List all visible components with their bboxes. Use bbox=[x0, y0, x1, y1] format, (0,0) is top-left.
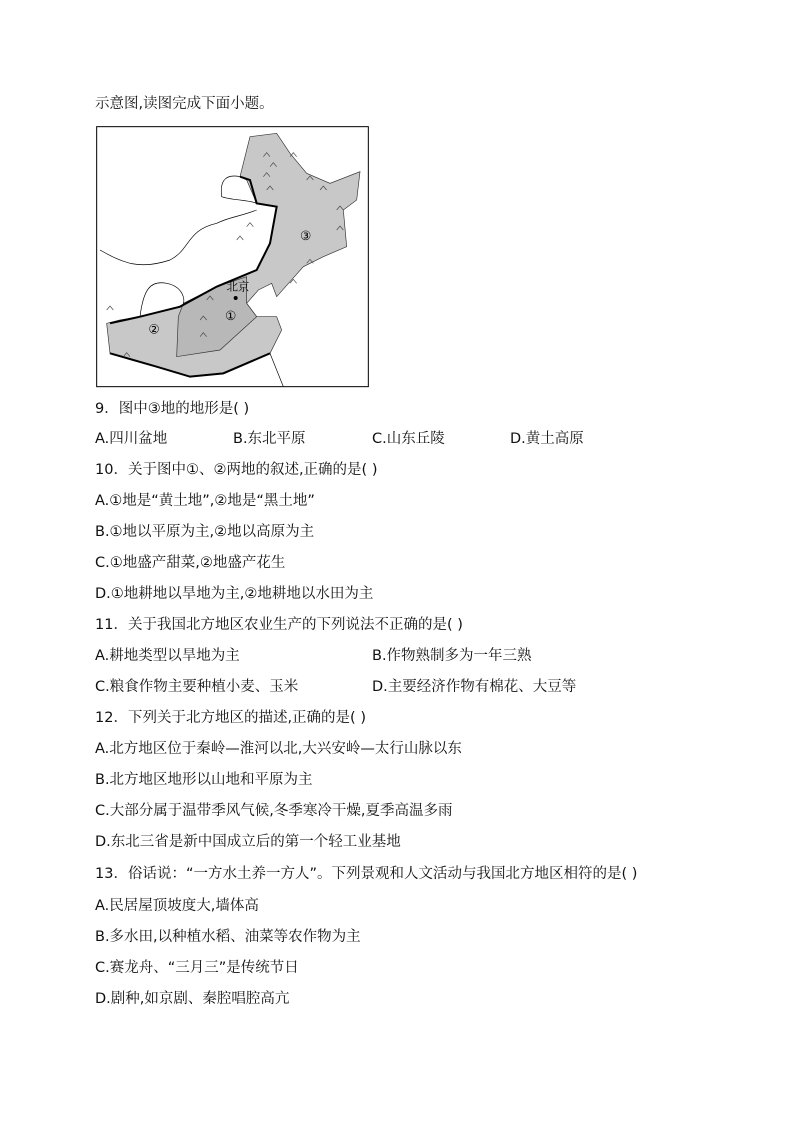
q9-option-b: B.东北平原 bbox=[233, 431, 306, 447]
question-11-stem: 11．关于我国北方地区农业生产的下列说法不正确的是( ) bbox=[95, 617, 463, 633]
question-13-stem: 13．俗话说：“一方水土养一方人”。下列景观和人文活动与我国北方地区相符的是( ) bbox=[95, 866, 638, 882]
label-beijing: 北京 bbox=[226, 279, 250, 294]
q12-option-b: B.北方地区地形以山地和平原为主 bbox=[95, 772, 313, 788]
question-12-stem: 12．下列关于北方地区的描述,正确的是( ) bbox=[95, 710, 366, 726]
q11-option-d: D.主要经济作物有棉花、大豆等 bbox=[372, 679, 577, 695]
q10-option-a: A.①地是“黄土地”,②地是“黑土地” bbox=[95, 493, 315, 509]
q9-option-a: A.四川盆地 bbox=[95, 431, 168, 447]
question-9-stem: 9．图中③地的地形是( ) bbox=[95, 401, 250, 417]
q13-option-b: B.多水田,以种植水稻、油菜等农作物为主 bbox=[95, 929, 361, 945]
q13-option-c: C.赛龙舟、“三月三”是传统节日 bbox=[95, 960, 299, 976]
q10-option-d: D.①地耕地以旱地为主,②地耕地以水田为主 bbox=[95, 586, 374, 602]
q9-option-c: C.山东丘陵 bbox=[372, 431, 445, 447]
label-region-2: ② bbox=[148, 321, 160, 337]
q11-option-c: C.粮食作物主要种植小麦、玉米 bbox=[95, 679, 299, 695]
q10-option-b: B.①地以平原为主,②地以高原为主 bbox=[95, 524, 315, 540]
q12-option-d: D.东北三省是新中国成立后的第一个轻工业基地 bbox=[95, 834, 401, 850]
q11-option-a: A.耕地类型以旱地为主 bbox=[95, 648, 240, 664]
q9-option-d: D.黄土高原 bbox=[510, 431, 584, 447]
intro-text: 示意图,读图完成下面小题。 bbox=[95, 96, 274, 112]
q12-option-c: C.大部分属于温带季风气候,冬季寒冷干燥,夏季高温多雨 bbox=[95, 803, 453, 819]
label-region-3: ③ bbox=[300, 228, 312, 243]
label-region-1: ① bbox=[225, 308, 237, 323]
q11-option-b: B.作物熟制多为一年三熟 bbox=[372, 648, 532, 664]
question-10-stem: 10．关于图中①、②两地的叙述,正确的是( ) bbox=[95, 462, 378, 478]
beijing-dot bbox=[234, 296, 238, 300]
q10-option-c: C.①地盛产甜菜,②地盛产花生 bbox=[95, 555, 286, 571]
q12-option-a: A.北方地区位于秦岭—淮河以北,大兴安岭—太行山脉以东 bbox=[95, 741, 462, 757]
north-china-map bbox=[90, 90, 390, 390]
q13-option-d: D.剧种,如京剧、秦腔唱腔高亢 bbox=[95, 991, 290, 1007]
q13-option-a: A.民居屋顶坡度大,墙体高 bbox=[95, 898, 259, 914]
